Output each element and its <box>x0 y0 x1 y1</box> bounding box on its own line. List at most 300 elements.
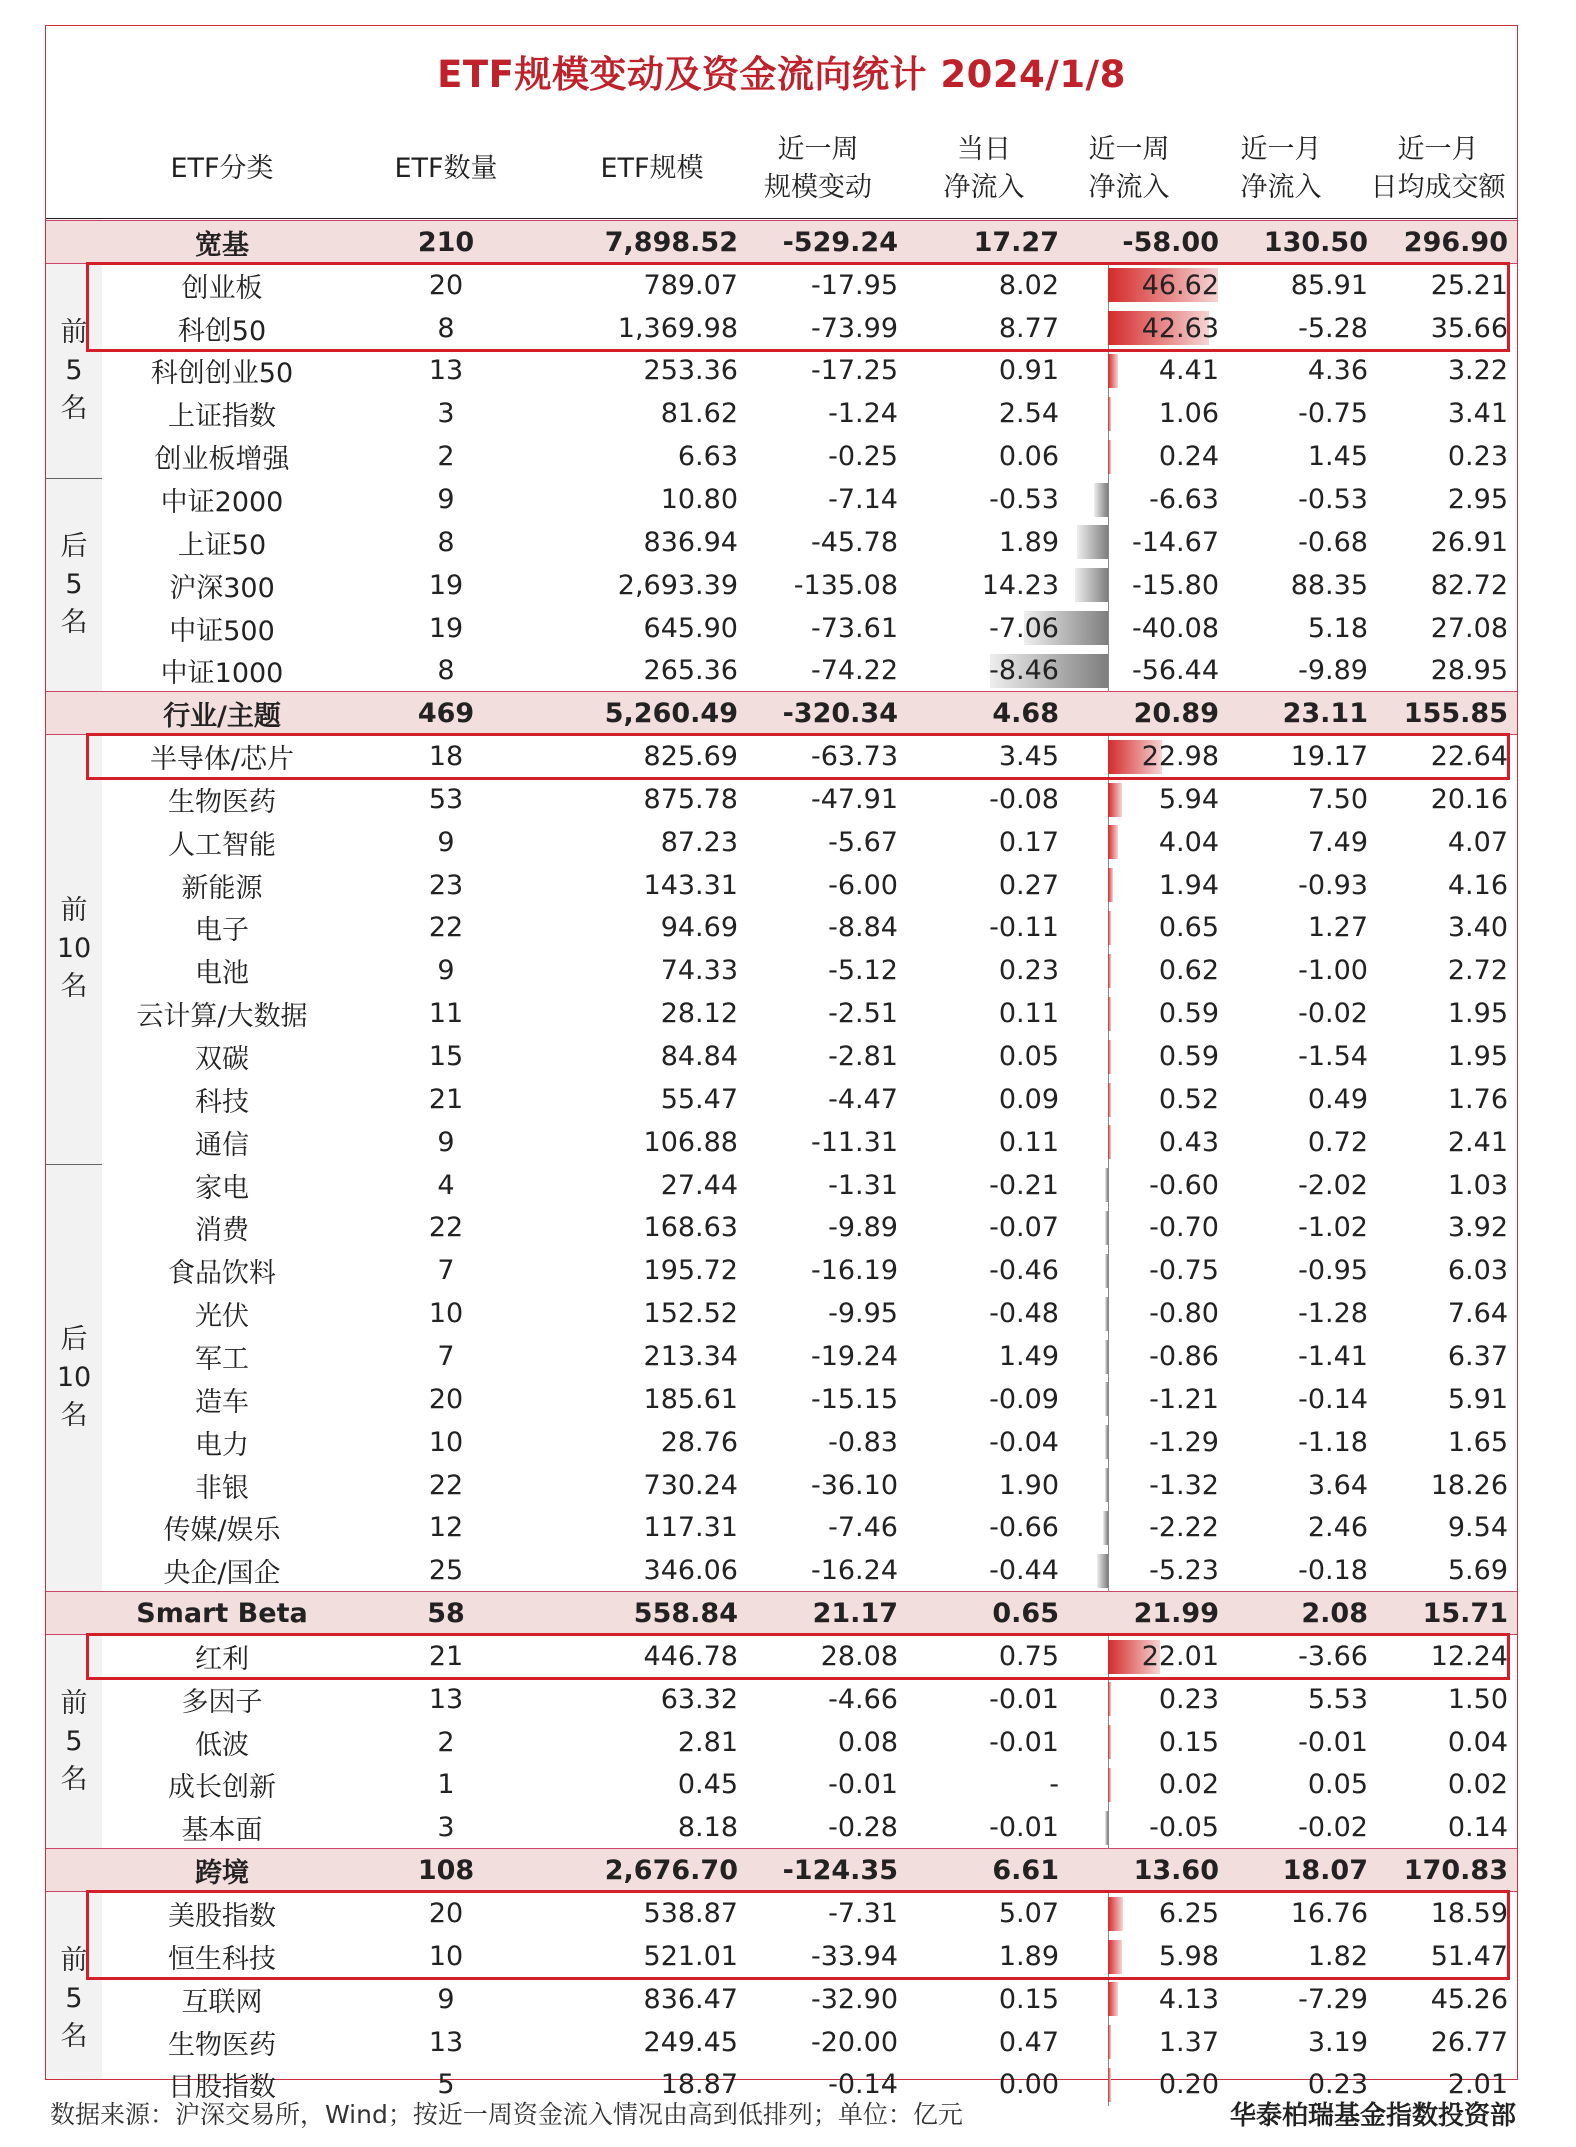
daily-net-inflow-cell: 0.15 <box>998 1983 1059 2015</box>
summary-etf-size-cell: 2,676.70 <box>604 1855 738 1887</box>
etf-size-cell: 185.61 <box>643 1383 738 1415</box>
month-net-inflow-cell: -0.68 <box>1298 526 1368 558</box>
week-net-inflow-cell: 0.59 <box>1158 1041 1219 1073</box>
summary-etf-count-cell: 469 <box>417 698 475 730</box>
month-avg-turnover-cell: 1.65 <box>1447 1426 1508 1458</box>
group-label-text: 名 <box>60 1399 88 1431</box>
etf-count-cell: 8 <box>437 312 455 344</box>
week-size-change-cell: -17.25 <box>810 355 898 387</box>
week-net-inflow-cell: -0.75 <box>1149 1255 1219 1287</box>
week-net-inflow-cell: 42.63 <box>1141 312 1219 344</box>
summary-week-size-change-cell: -529.24 <box>782 226 898 258</box>
etf-count-cell: 18 <box>428 741 464 773</box>
summary-daily-net-inflow-cell: 6.61 <box>992 1855 1059 1887</box>
month-net-inflow-cell: -0.93 <box>1298 869 1368 901</box>
etf-size-cell: 168.63 <box>643 1212 738 1244</box>
week-size-change-cell: -0.14 <box>828 2069 898 2101</box>
etf-size-cell: 2.81 <box>677 1726 738 1758</box>
week-inflow-bar <box>1105 1168 1108 1202</box>
week-net-inflow-cell: 0.62 <box>1158 955 1219 987</box>
daily-net-inflow-cell: 1.89 <box>998 1940 1059 1972</box>
week-net-inflow-cell: 5.98 <box>1158 1940 1219 1972</box>
daily-net-inflow-cell: 0.75 <box>998 1640 1059 1672</box>
daily-net-inflow-cell: 5.07 <box>998 1898 1059 1930</box>
week-size-change-cell: 0.08 <box>837 1726 898 1758</box>
summary-category-name-cell: 行业/主题 <box>163 701 281 733</box>
daily-net-inflow-cell: 2.54 <box>998 398 1059 430</box>
month-avg-turnover-cell: 7.64 <box>1447 1298 1508 1330</box>
header-text: 当日 <box>957 134 1011 165</box>
month-avg-turnover-cell: 9.54 <box>1447 1512 1508 1544</box>
summary-etf-count-cell: 108 <box>417 1855 475 1887</box>
week-inflow-bar <box>1103 1511 1108 1545</box>
etf-count-cell: 4 <box>437 1169 455 1201</box>
category-name-cell: 生物医药 <box>168 2029 276 2061</box>
daily-net-inflow-cell: 0.09 <box>998 1083 1059 1115</box>
week-size-change-cell: -11.31 <box>810 1126 898 1158</box>
month-avg-turnover-cell: 0.14 <box>1447 1812 1508 1844</box>
week-net-inflow-cell: 0.52 <box>1158 1083 1219 1115</box>
daily-net-inflow-cell: -0.01 <box>989 1812 1059 1844</box>
month-net-inflow-cell: 85.91 <box>1290 269 1368 301</box>
month-net-inflow-cell: 19.17 <box>1290 741 1368 773</box>
week-net-inflow-cell: -0.70 <box>1149 1212 1219 1244</box>
etf-count-cell: 10 <box>428 1940 464 1972</box>
summary-month-avg-turnover-cell: 15.71 <box>1422 1598 1508 1630</box>
etf-count-cell: 13 <box>428 2026 464 2058</box>
week-net-inflow-cell: 5.94 <box>1158 783 1219 815</box>
month-net-inflow-cell: -0.01 <box>1298 1726 1368 1758</box>
month-avg-turnover-cell: 3.41 <box>1447 398 1508 430</box>
header-text: ETF规模 <box>600 153 704 184</box>
category-name-cell: 上证50 <box>177 529 267 561</box>
week-net-inflow-cell: 0.24 <box>1158 441 1219 473</box>
week-net-inflow-cell: -1.32 <box>1149 1469 1219 1501</box>
week-net-inflow-cell: -0.80 <box>1149 1298 1219 1330</box>
category-name-cell: 中证1000 <box>160 658 284 690</box>
etf-count-cell: 20 <box>428 1898 464 1930</box>
month-net-inflow-cell: -1.00 <box>1298 955 1368 987</box>
category-name-cell: 造车 <box>195 1386 249 1418</box>
daily-net-inflow-cell: 14.23 <box>981 569 1059 601</box>
week-size-change-cell: -5.12 <box>828 955 898 987</box>
week-inflow-bar <box>1094 483 1108 517</box>
etf-count-cell: 10 <box>428 1298 464 1330</box>
etf-size-cell: 28.76 <box>660 1426 738 1458</box>
etf-count-cell: 11 <box>428 998 464 1030</box>
week-net-inflow-cell: 0.02 <box>1158 1769 1219 1801</box>
group-label <box>46 735 102 1164</box>
week-net-inflow-cell: -15.80 <box>1131 569 1219 601</box>
daily-net-inflow-cell: 3.45 <box>998 741 1059 773</box>
category-name-cell: 光伏 <box>195 1301 249 1333</box>
month-avg-turnover-cell: 26.91 <box>1430 526 1508 558</box>
month-net-inflow-cell: -0.75 <box>1298 398 1368 430</box>
etf-size-cell: 94.69 <box>660 912 738 944</box>
etf-count-cell: 53 <box>428 783 464 815</box>
category-name-cell: 科创50 <box>177 315 267 347</box>
etf-size-cell: 117.31 <box>643 1512 738 1544</box>
category-name-cell: 科创创业50 <box>150 358 294 390</box>
category-name-cell: 消费 <box>195 1215 249 1247</box>
daily-net-inflow-cell: 0.17 <box>998 826 1059 858</box>
month-avg-turnover-cell: 1.03 <box>1447 1169 1508 1201</box>
etf-size-cell: 825.69 <box>643 741 738 773</box>
group-divider <box>46 1164 102 1165</box>
daily-net-inflow-cell: 0.47 <box>998 2026 1059 2058</box>
week-net-inflow-cell: 0.20 <box>1158 2069 1219 2101</box>
month-net-inflow-cell: 3.19 <box>1307 2026 1368 2058</box>
month-net-inflow-cell: 0.49 <box>1307 1083 1368 1115</box>
week-net-inflow-cell: 4.41 <box>1158 355 1219 387</box>
month-net-inflow-cell: -1.28 <box>1298 1298 1368 1330</box>
etf-count-cell: 5 <box>437 2069 455 2101</box>
week-net-inflow-cell: 0.23 <box>1158 1683 1219 1715</box>
category-name-cell: 电力 <box>195 1429 249 1461</box>
week-inflow-bar <box>1105 1811 1108 1845</box>
daily-net-inflow-cell: -0.21 <box>989 1169 1059 1201</box>
etf-count-cell: 9 <box>437 1126 455 1158</box>
daily-net-inflow-cell: 0.06 <box>998 441 1059 473</box>
daily-net-inflow-cell: -0.46 <box>989 1255 1059 1287</box>
week-size-change-cell: -74.22 <box>810 655 898 687</box>
summary-category-name-cell: 宽基 <box>195 229 249 261</box>
week-size-change-cell: 28.08 <box>820 1640 898 1672</box>
week-net-inflow-cell: -1.29 <box>1149 1426 1219 1458</box>
daily-net-inflow-cell: -0.01 <box>989 1726 1059 1758</box>
month-avg-turnover-cell: 45.26 <box>1430 1983 1508 2015</box>
header-category-name <box>112 118 332 220</box>
group-label-text: 后 <box>60 1323 88 1355</box>
summary-week-net-inflow-cell: 21.99 <box>1133 1598 1219 1630</box>
month-avg-turnover-cell: 1.95 <box>1447 998 1508 1030</box>
summary-etf-size-cell: 558.84 <box>633 1598 738 1630</box>
etf-count-cell: 8 <box>437 655 455 687</box>
daily-net-inflow-cell: -0.04 <box>989 1426 1059 1458</box>
group-label-text: 名 <box>60 607 88 639</box>
etf-size-cell: 0.45 <box>677 1769 738 1801</box>
etf-size-cell: 836.47 <box>643 1983 738 2015</box>
daily-net-inflow-cell: 1.90 <box>998 1469 1059 1501</box>
etf-count-cell: 9 <box>437 826 455 858</box>
header-month-avg-turnover <box>1328 118 1548 220</box>
month-avg-turnover-cell: 0.02 <box>1447 1769 1508 1801</box>
week-net-inflow-cell: -6.63 <box>1149 483 1219 515</box>
data-source-note: 数据来源：沪深交易所，Wind；按近一周资金流入情况由高到低排列；单位：亿元 <box>50 2100 963 2129</box>
group-label-text: 前 <box>60 1688 88 1720</box>
month-avg-turnover-cell: 3.92 <box>1447 1212 1508 1244</box>
week-size-change-cell: -2.81 <box>828 1041 898 1073</box>
etf-count-cell: 9 <box>437 483 455 515</box>
month-net-inflow-cell: 0.23 <box>1307 2069 1368 2101</box>
etf-count-cell: 9 <box>437 955 455 987</box>
category-name-cell: 人工智能 <box>168 829 276 861</box>
month-avg-turnover-cell: 20.16 <box>1430 783 1508 815</box>
week-net-inflow-cell: 0.59 <box>1158 998 1219 1030</box>
week-size-change-cell: -33.94 <box>810 1940 898 1972</box>
month-avg-turnover-cell: 5.69 <box>1447 1555 1508 1587</box>
group-label <box>46 1892 102 2106</box>
etf-count-cell: 2 <box>437 1726 455 1758</box>
week-inflow-bar <box>1105 1211 1108 1245</box>
category-name-cell: 上证指数 <box>168 401 276 433</box>
week-net-inflow-cell: -14.67 <box>1131 526 1219 558</box>
summary-category-name-cell: 跨境 <box>195 1858 249 1890</box>
summary-etf-count-cell: 210 <box>417 226 475 258</box>
etf-size-cell: 27.44 <box>660 1169 738 1201</box>
etf-count-cell: 22 <box>428 1212 464 1244</box>
week-size-change-cell: -19.24 <box>810 1340 898 1372</box>
etf-count-cell: 25 <box>428 1555 464 1587</box>
summary-month-net-inflow-cell: 2.08 <box>1301 1598 1368 1630</box>
week-net-inflow-cell: -5.23 <box>1149 1555 1219 1587</box>
week-net-inflow-cell: -0.86 <box>1149 1340 1219 1372</box>
etf-size-cell: 521.01 <box>643 1940 738 1972</box>
group-label-text: 名 <box>60 392 88 424</box>
etf-size-cell: 6.63 <box>677 441 738 473</box>
week-size-change-cell: -47.91 <box>810 783 898 815</box>
category-name-cell: 军工 <box>195 1343 249 1375</box>
month-net-inflow-cell: 0.72 <box>1307 1126 1368 1158</box>
category-name-cell: 双碳 <box>195 1044 249 1076</box>
etf-count-cell: 1 <box>437 1769 455 1801</box>
month-net-inflow-cell: -1.02 <box>1298 1212 1368 1244</box>
month-net-inflow-cell: -7.29 <box>1298 1983 1368 2015</box>
etf-count-cell: 19 <box>428 569 464 601</box>
etf-size-cell: 81.62 <box>660 398 738 430</box>
week-net-inflow-cell: 0.43 <box>1158 1126 1219 1158</box>
week-size-change-cell: -16.24 <box>810 1555 898 1587</box>
daily-net-inflow-cell: 0.05 <box>998 1041 1059 1073</box>
header-text: 近一月 <box>1240 134 1322 165</box>
group-label <box>46 478 102 692</box>
month-avg-turnover-cell: 5.91 <box>1447 1383 1508 1415</box>
group-label-text: 5 <box>65 1983 83 2015</box>
month-net-inflow-cell: 1.82 <box>1307 1940 1368 1972</box>
month-net-inflow-cell: -9.89 <box>1298 655 1368 687</box>
etf-count-cell: 8 <box>437 526 455 558</box>
etf-count-cell: 2 <box>437 441 455 473</box>
week-net-inflow-cell: 1.37 <box>1158 2026 1219 2058</box>
week-net-inflow-cell: 0.65 <box>1158 912 1219 944</box>
month-avg-turnover-cell: 2.95 <box>1447 483 1508 515</box>
daily-net-inflow-cell: -0.53 <box>989 483 1059 515</box>
etf-size-cell: 446.78 <box>643 1640 738 1672</box>
month-avg-turnover-cell: 2.41 <box>1447 1126 1508 1158</box>
month-avg-turnover-cell: 12.24 <box>1430 1640 1508 1672</box>
summary-month-avg-turnover-cell: 155.85 <box>1403 698 1508 730</box>
daily-net-inflow-cell: -0.01 <box>989 1683 1059 1715</box>
category-name-cell: 低波 <box>195 1729 249 1761</box>
month-avg-turnover-cell: 18.59 <box>1430 1898 1508 1930</box>
group-label <box>46 264 102 478</box>
month-net-inflow-cell: 5.53 <box>1307 1683 1368 1715</box>
summary-etf-size-cell: 5,260.49 <box>604 698 738 730</box>
category-name-cell: 通信 <box>195 1129 249 1161</box>
header-text: 规模变动 <box>764 172 872 203</box>
group-label-text: 名 <box>60 2021 88 2053</box>
summary-month-avg-turnover-cell: 296.90 <box>1403 226 1508 258</box>
header-text: 净流入 <box>943 172 1025 203</box>
summary-week-net-inflow-cell: 13.60 <box>1133 1855 1219 1887</box>
week-size-change-cell: -7.31 <box>828 1898 898 1930</box>
summary-etf-size-cell: 7,898.52 <box>604 226 738 258</box>
etf-size-cell: 213.34 <box>643 1340 738 1372</box>
week-size-change-cell: -7.46 <box>828 1512 898 1544</box>
month-avg-turnover-cell: 26.77 <box>1430 2026 1508 2058</box>
month-net-inflow-cell: 4.36 <box>1307 355 1368 387</box>
header-text: ETF分类 <box>170 153 274 184</box>
etf-size-cell: 10.80 <box>660 483 738 515</box>
category-name-cell: 美股指数 <box>168 1901 276 1933</box>
week-net-inflow-cell: 4.04 <box>1158 826 1219 858</box>
month-avg-turnover-cell: 28.95 <box>1430 655 1508 687</box>
month-avg-turnover-cell: 0.04 <box>1447 1726 1508 1758</box>
category-name-cell: 恒生科技 <box>168 1943 276 1975</box>
month-avg-turnover-cell: 1.50 <box>1447 1683 1508 1715</box>
etf-count-cell: 9 <box>437 1983 455 2015</box>
week-size-change-cell: -73.99 <box>810 312 898 344</box>
month-net-inflow-cell: -5.28 <box>1298 312 1368 344</box>
group-label-text: 前 <box>60 895 88 927</box>
etf-count-cell: 21 <box>428 1640 464 1672</box>
etf-size-cell: 8.18 <box>677 1812 738 1844</box>
daily-net-inflow-cell: -0.11 <box>989 912 1059 944</box>
category-name-cell: 家电 <box>195 1172 249 1204</box>
month-avg-turnover-cell: 27.08 <box>1430 612 1508 644</box>
daily-net-inflow-cell: -7.06 <box>989 612 1059 644</box>
week-size-change-cell: -0.28 <box>828 1812 898 1844</box>
header-text: 近一周 <box>777 134 859 165</box>
group-label <box>46 1635 102 1849</box>
category-name-cell: 中证2000 <box>160 486 284 518</box>
etf-count-cell: 12 <box>428 1512 464 1544</box>
week-size-change-cell: -17.95 <box>810 269 898 301</box>
week-net-inflow-cell: -1.21 <box>1149 1383 1219 1415</box>
month-net-inflow-cell: 7.49 <box>1307 826 1368 858</box>
daily-net-inflow-cell: 0.00 <box>998 2069 1059 2101</box>
group-label <box>46 1164 102 1593</box>
etf-count-cell: 3 <box>437 398 455 430</box>
etf-size-cell: 875.78 <box>643 783 738 815</box>
group-label-text: 10 <box>56 933 92 965</box>
week-size-change-cell: -16.19 <box>810 1255 898 1287</box>
week-inflow-bar <box>1105 1297 1108 1331</box>
daily-net-inflow-cell: -0.48 <box>989 1298 1059 1330</box>
organization-name: 华泰柏瑞基金指数投资部 <box>1229 2101 1516 2131</box>
week-size-change-cell: -6.00 <box>828 869 898 901</box>
group-label-text: 名 <box>60 1764 88 1796</box>
daily-net-inflow-cell: 8.77 <box>998 312 1059 344</box>
summary-daily-net-inflow-cell: 0.65 <box>992 1598 1059 1630</box>
summary-daily-net-inflow-cell: 4.68 <box>992 698 1059 730</box>
month-net-inflow-cell: 16.76 <box>1290 1898 1368 1930</box>
week-inflow-bar <box>1105 1382 1108 1416</box>
header-text: 净流入 <box>1088 172 1170 203</box>
week-net-inflow-cell: -0.60 <box>1149 1169 1219 1201</box>
week-size-change-cell: -0.83 <box>828 1426 898 1458</box>
month-net-inflow-cell: 7.50 <box>1307 783 1368 815</box>
header-text: 净流入 <box>1240 172 1322 203</box>
category-name-cell: 传媒/娱乐 <box>163 1515 281 1547</box>
month-net-inflow-cell: -2.02 <box>1298 1169 1368 1201</box>
week-size-change-cell: -2.51 <box>828 998 898 1030</box>
month-avg-turnover-cell: 82.72 <box>1430 569 1508 601</box>
month-avg-turnover-cell: 22.64 <box>1430 741 1508 773</box>
month-net-inflow-cell: 88.35 <box>1290 569 1368 601</box>
week-inflow-bar <box>1077 525 1108 559</box>
daily-net-inflow-cell: 0.11 <box>998 1126 1059 1158</box>
month-net-inflow-cell: 5.18 <box>1307 612 1368 644</box>
week-size-change-cell: -1.24 <box>828 398 898 430</box>
etf-count-cell: 22 <box>428 1469 464 1501</box>
week-inflow-bar <box>1075 568 1108 602</box>
month-avg-turnover-cell: 3.40 <box>1447 912 1508 944</box>
month-net-inflow-cell: -0.02 <box>1298 998 1368 1030</box>
header-text: 近一月 <box>1397 134 1479 165</box>
week-net-inflow-cell: 1.94 <box>1158 869 1219 901</box>
etf-size-cell: 265.36 <box>643 655 738 687</box>
category-name-cell: 新能源 <box>181 872 263 904</box>
etf-count-cell: 13 <box>428 1683 464 1715</box>
month-net-inflow-cell: -0.02 <box>1298 1812 1368 1844</box>
week-net-inflow-cell: 22.01 <box>1141 1640 1219 1672</box>
daily-net-inflow-cell: 0.27 <box>998 869 1059 901</box>
month-net-inflow-cell: 1.27 <box>1307 912 1368 944</box>
month-avg-turnover-cell: 2.72 <box>1447 955 1508 987</box>
group-label-text: 10 <box>56 1361 92 1393</box>
summary-month-net-inflow-cell: 23.11 <box>1282 698 1368 730</box>
etf-size-cell: 1,369.98 <box>617 312 738 344</box>
category-name-cell: 多因子 <box>181 1686 263 1718</box>
category-name-cell: 红利 <box>195 1643 249 1675</box>
daily-net-inflow-cell: - <box>1049 1769 1059 1801</box>
etf-size-cell: 74.33 <box>660 955 738 987</box>
week-net-inflow-cell: -2.22 <box>1149 1512 1219 1544</box>
week-size-change-cell: -8.84 <box>828 912 898 944</box>
month-avg-turnover-cell: 4.16 <box>1447 869 1508 901</box>
month-avg-turnover-cell: 6.03 <box>1447 1255 1508 1287</box>
category-name-cell: 云计算/大数据 <box>136 1001 308 1033</box>
group-label-text: 5 <box>65 1726 83 1758</box>
etf-count-cell: 7 <box>437 1340 455 1372</box>
etf-size-cell: 836.94 <box>643 526 738 558</box>
month-net-inflow-cell: 3.64 <box>1307 1469 1368 1501</box>
week-net-inflow-cell: 46.62 <box>1141 269 1219 301</box>
summary-week-net-inflow-cell: -58.00 <box>1122 226 1219 258</box>
etf-count-cell: 20 <box>428 269 464 301</box>
category-name-cell: 科技 <box>195 1086 249 1118</box>
month-net-inflow-cell: -0.18 <box>1298 1555 1368 1587</box>
week-size-change-cell: -4.66 <box>828 1683 898 1715</box>
etf-size-cell: 28.12 <box>660 998 738 1030</box>
week-size-change-cell: -15.15 <box>810 1383 898 1415</box>
daily-net-inflow-cell: 0.91 <box>998 355 1059 387</box>
month-avg-turnover-cell: 4.07 <box>1447 826 1508 858</box>
etf-size-cell: 645.90 <box>643 612 738 644</box>
header-etf-count <box>336 118 556 220</box>
daily-net-inflow-cell: -8.46 <box>989 655 1059 687</box>
etf-size-cell: 152.52 <box>643 1298 738 1330</box>
etf-size-cell: 2,693.39 <box>617 569 738 601</box>
etf-size-cell: 249.45 <box>643 2026 738 2058</box>
summary-month-net-inflow-cell: 130.50 <box>1263 226 1368 258</box>
daily-net-inflow-cell: 0.23 <box>998 955 1059 987</box>
week-size-change-cell: -135.08 <box>793 569 898 601</box>
category-name-cell: 半导体/芯片 <box>149 744 295 776</box>
week-inflow-bar <box>1105 1468 1108 1502</box>
summary-week-size-change-cell: -124.35 <box>782 1855 898 1887</box>
